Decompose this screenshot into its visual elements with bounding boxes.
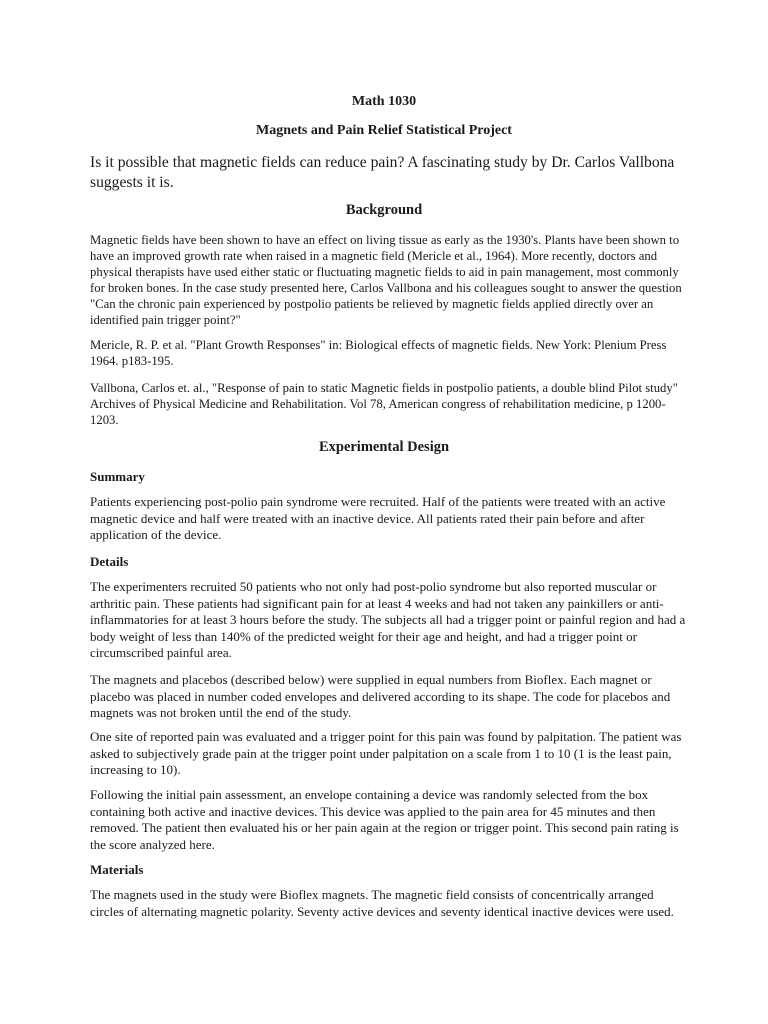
details-paragraph-3: One site of reported pain was evaluated and a trigger point for this pain was found by palpitation. The patient was asked to subjectively grade pain at the trigger point under palpitation on a scale from 1 to 10 (1 is the least pain, increasing to 10).: [90, 729, 682, 777]
intro-paragraph: Is it possible that magnetic fields can reduce pain? A fascinating study by Dr. Carlos Vallbona suggests it is.: [90, 154, 675, 191]
background-heading: Background: [345, 202, 423, 218]
reference-vallbona: Vallbona, Carlos et. al., "Response of pain to static Magnetic fields in postpolio patients, a double blind Pilot study" Archives of Physical Medicine and Rehabilitation. Vol 78, American congress of rehabilitation medicine, p 1200-1203.: [90, 381, 678, 427]
details-paragraph-2: The magnets and placebos (described below) were supplied in equal numbers from Bioflex. Each magnet or placebo was placed in number coded envelopes and delivered according to its shape. The code for placebos and magnets was not broken until the end of the study.: [90, 672, 671, 720]
course-title: Math 1030: [351, 94, 417, 109]
experimental-design-heading: Experimental Design: [318, 439, 450, 455]
background-paragraph: Magnetic fields have been shown to have an effect on living tissue as early as the 1930's. Plants have been shown to have an improved growth rate when raised in a magnetic field (Mericle et al., 1964). More recently, doctors and physical therapists have used either static or fluctuating magnetic fields to aid in pain management, most commonly for broken bones. In the case study presented here, Carlos Vallbona and his colleagues sought to answer the question "Can the chronic pain experienced by postpolio patients be relieved by magnetic fields applied directly over an identified pain trigger point?": [90, 233, 682, 327]
materials-paragraph: The magnets used in the study were Bioflex magnets. The magnetic field consists of concentrically arranged circles of alternating magnetic polarity. Seventy active devices and seventy identical inactive devices were used.: [90, 887, 674, 919]
details-paragraph-4: Following the initial pain assessment, an envelope containing a device was randomly selected from the box containing both active and inactive devices. This device was applied to the pain area for 45 minutes and then removed. The patient then evaluated his or her pain again at the region or trigger point. This second pain rating is the score analyzed here.: [90, 787, 679, 852]
materials-label: Materials: [90, 862, 144, 877]
summary-label: Summary: [90, 469, 145, 484]
reference-mericle: Mericle, R. P. et al. "Plant Growth Responses" in: Biological effects of magnetic fields. New York: Plenium Press 1964. p183-195.: [90, 338, 667, 368]
details-label: Details: [90, 554, 129, 569]
summary-paragraph: Patients experiencing post-polio pain syndrome were recruited. Half of the patients were treated with an active magnetic device and half were treated with an inactive device. All patients rated their pain before and after application of the device.: [90, 494, 666, 542]
details-paragraph-1: The experimenters recruited 50 patients who not only had post-polio syndrome but also reported muscular or arthritic pain. These patients had significant pain for at least 4 weeks and had not taken any painkillers or anti-inflammatories for at least 3 hours before the study. The subjects all had a trigger point or painful region and had a body weight of less than 140% of the predicted weight for their age and height, and had a trigger point or circumscribed painful area.: [90, 579, 686, 660]
document-title: Magnets and Pain Relief Statistical Project: [256, 123, 512, 138]
